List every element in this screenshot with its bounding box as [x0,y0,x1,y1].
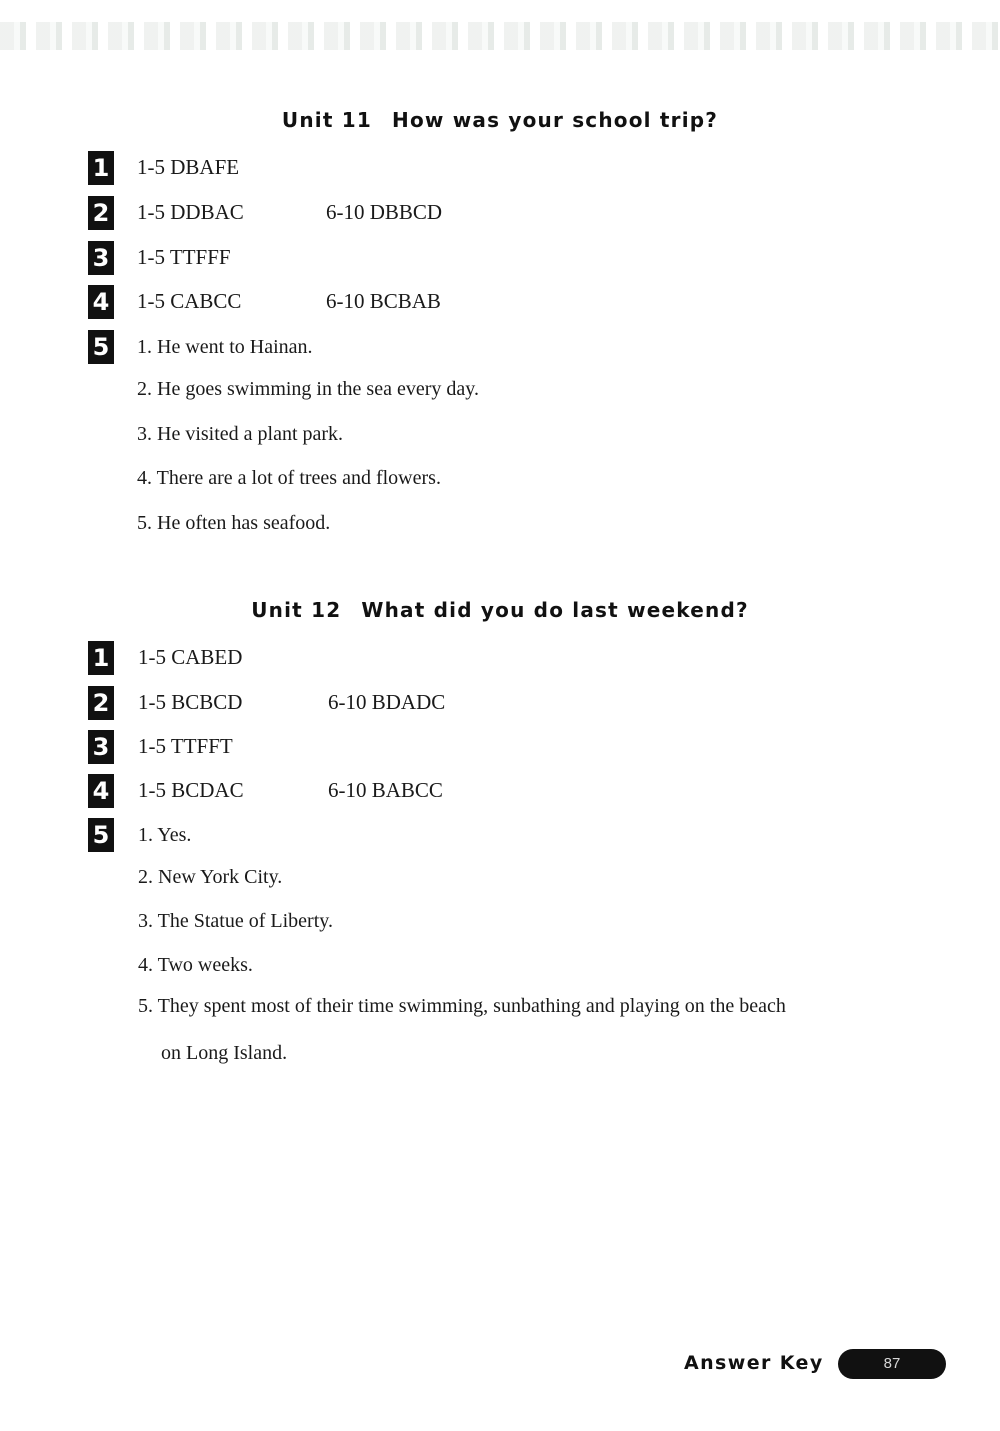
exercise-number-badge: 4 [88,285,114,319]
answer-6-10: 6-10 DBBCD [326,200,443,224]
exercise-number-badge: 4 [88,774,114,808]
exercise-number-badge: 1 [88,641,114,675]
page-number: 87 [883,1355,901,1372]
answer-1-5: 1-5 CABED [138,645,243,669]
unit-12-sentence-1: 1. Yes. [138,824,192,846]
answer-key-label: Answer Key [684,1352,824,1374]
unit-11-title: How was your school trip? [392,108,719,132]
exercise-number-badge: 2 [88,196,114,230]
unit-11-sentence-4: 4. There are a lot of trees and flowers. [137,467,441,489]
exercise-number-badge: 2 [88,686,114,720]
unit-12-heading [0,598,1000,622]
decorative-top-band [0,22,1000,50]
answer-1-5: 1-5 TTFFF [137,245,231,269]
exercise-number-badge: 3 [88,730,114,764]
exercise-number-badge: 5 [88,818,114,852]
answer-1-5: 1-5 BCDAC [138,778,244,802]
answer-1-5: 1-5 BCBCD [138,690,243,714]
unit-12-sentence-5: 5. They spent most of their time swimming, sunbathing and playing on the beach [138,995,786,1017]
unit-12-number: Unit 12 [251,598,342,622]
unit-11-sentence-3: 3. He visited a plant park. [137,423,344,445]
unit-12-sentence-4: 4. Two weeks. [138,954,253,976]
unit-11-heading [0,108,1000,132]
unit-12-sentence-3: 3. The Statue of Liberty. [138,910,333,932]
unit-12-title: What did you do last weekend? [361,598,749,622]
page-number-badge [838,1349,946,1379]
answer-6-10: 6-10 BDADC [328,690,446,714]
exercise-number-badge: 5 [88,330,114,364]
answer-1-5: 1-5 TTFFT [138,734,233,758]
unit-11-sentence-2: 2. He goes swimming in the sea every day. [137,378,479,400]
unit-11-sentence-1: 1. He went to Hainan. [137,336,313,358]
unit-11-number: Unit 11 [281,108,372,132]
unit-12-sentence-5-continued: on Long Island. [161,1042,288,1064]
answer-1-5: 1-5 DDBAC [137,200,244,224]
answer-6-10: 6-10 BCBAB [326,289,441,313]
answer-1-5: 1-5 CABCC [137,289,242,313]
exercise-number-badge: 3 [88,241,114,275]
unit-12-sentence-2: 2. New York City. [138,866,283,888]
exercise-number-badge: 1 [88,151,114,185]
unit-11-sentence-5: 5. He often has seafood. [137,512,331,534]
answer-6-10: 6-10 BABCC [328,778,443,802]
answer-1-5: 1-5 DBAFE [137,155,240,179]
